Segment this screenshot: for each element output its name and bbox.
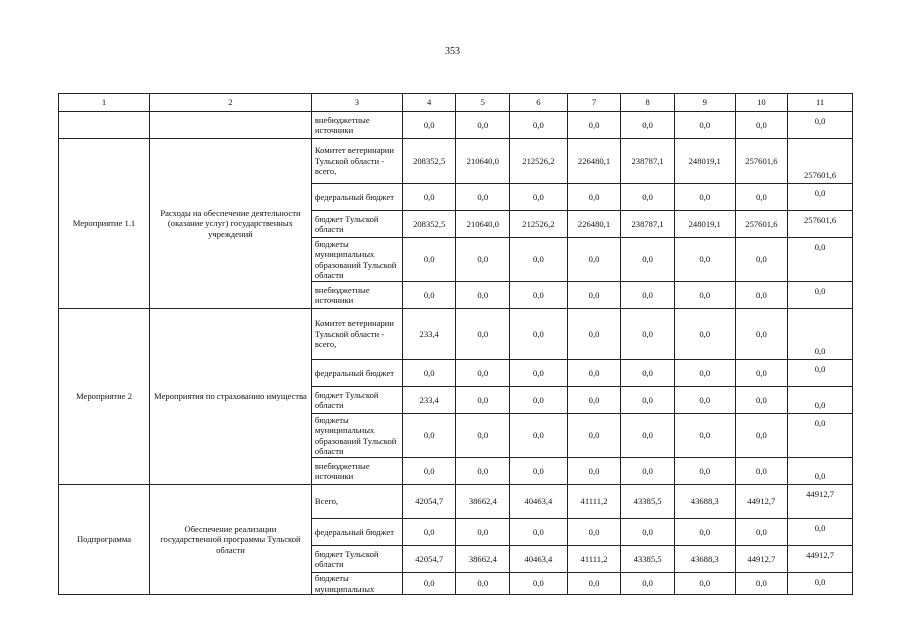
value-cell: 226480,1 bbox=[567, 211, 621, 238]
value-cell: 0,0 bbox=[788, 309, 853, 360]
funding-source-cell: бюджет Тульской области bbox=[311, 211, 402, 238]
column-header: 7 bbox=[567, 94, 621, 112]
funding-source-cell: федеральный бюджет bbox=[311, 360, 402, 387]
value-cell: 0,0 bbox=[735, 184, 788, 211]
value-cell: 0,0 bbox=[674, 573, 735, 595]
value-cell: 0,0 bbox=[456, 387, 510, 414]
value-cell: 0,0 bbox=[567, 458, 621, 485]
value-cell: 0,0 bbox=[735, 573, 788, 595]
measure-name-cell: Мероприятия по страхованию имущества bbox=[150, 309, 312, 485]
value-cell: 0,0 bbox=[402, 112, 456, 139]
value-cell: 0,0 bbox=[456, 458, 510, 485]
value-cell: 0,0 bbox=[510, 112, 568, 139]
value-cell: 0,0 bbox=[510, 573, 568, 595]
value-cell: 0,0 bbox=[456, 309, 510, 360]
value-cell: 0,0 bbox=[674, 184, 735, 211]
value-cell: 0,0 bbox=[788, 573, 853, 595]
value-cell: 40463,4 bbox=[510, 546, 568, 573]
measure-name-cell: Обеспечение реализации государственной программы Тульской области bbox=[150, 485, 312, 595]
value-cell: 0,0 bbox=[735, 458, 788, 485]
value-cell: 43688,3 bbox=[674, 546, 735, 573]
value-cell: 212526,2 bbox=[510, 211, 568, 238]
value-cell: 0,0 bbox=[621, 238, 675, 282]
value-cell: 0,0 bbox=[788, 519, 853, 546]
value-cell: 0,0 bbox=[674, 309, 735, 360]
value-cell: 208352,5 bbox=[402, 139, 456, 184]
page-number: 353 bbox=[445, 46, 460, 57]
column-header: 6 bbox=[510, 94, 568, 112]
funding-source-cell: Всего, bbox=[311, 485, 402, 519]
funding-source-cell: Комитет ветеринарии Тульской области - всего, bbox=[311, 309, 402, 360]
value-cell: 0,0 bbox=[567, 360, 621, 387]
value-cell: 44912,7 bbox=[788, 546, 853, 573]
value-cell: 0,0 bbox=[674, 238, 735, 282]
value-cell: 233,4 bbox=[402, 387, 456, 414]
value-cell: 44912,7 bbox=[735, 546, 788, 573]
value-cell: 226480,1 bbox=[567, 139, 621, 184]
value-cell: 0,0 bbox=[621, 184, 675, 211]
value-cell: 0,0 bbox=[567, 387, 621, 414]
value-cell: 0,0 bbox=[510, 184, 568, 211]
value-cell: 0,0 bbox=[674, 519, 735, 546]
budget-table bbox=[58, 93, 853, 595]
value-cell: 0,0 bbox=[510, 360, 568, 387]
table-body bbox=[59, 112, 853, 595]
value-cell: 208352,5 bbox=[402, 211, 456, 238]
value-cell: 0,0 bbox=[567, 573, 621, 595]
value-cell: 0,0 bbox=[735, 387, 788, 414]
column-header: 5 bbox=[456, 94, 510, 112]
funding-source-cell: бюджет Тульской области bbox=[311, 387, 402, 414]
measure-cell bbox=[59, 112, 150, 139]
value-cell: 210640,0 bbox=[456, 139, 510, 184]
value-cell: 0,0 bbox=[674, 112, 735, 139]
value-cell: 0,0 bbox=[788, 184, 853, 211]
value-cell: 0,0 bbox=[402, 360, 456, 387]
funding-source-cell: бюджеты муниципальных образований Тульской области bbox=[311, 414, 402, 458]
value-cell: 0,0 bbox=[456, 414, 510, 458]
value-cell: 40463,4 bbox=[510, 485, 568, 519]
table-row bbox=[59, 112, 853, 139]
value-cell: 212526,2 bbox=[510, 139, 568, 184]
value-cell: 257601,6 bbox=[788, 211, 853, 238]
measure-cell: Мероприятие 2 bbox=[59, 309, 150, 485]
funding-source-cell: федеральный бюджет bbox=[311, 519, 402, 546]
measure-cell: Подпрограмма bbox=[59, 485, 150, 595]
column-header: 4 bbox=[402, 94, 456, 112]
value-cell: 44912,7 bbox=[788, 485, 853, 519]
value-cell: 0,0 bbox=[567, 112, 621, 139]
value-cell: 0,0 bbox=[735, 360, 788, 387]
value-cell: 0,0 bbox=[567, 414, 621, 458]
value-cell: 0,0 bbox=[735, 282, 788, 309]
value-cell: 38662,4 bbox=[456, 546, 510, 573]
value-cell: 0,0 bbox=[402, 282, 456, 309]
value-cell: 42054,7 bbox=[402, 546, 456, 573]
funding-source-cell: бюджет Тульской области bbox=[311, 546, 402, 573]
value-cell: 41111,2 bbox=[567, 546, 621, 573]
value-cell: 0,0 bbox=[567, 238, 621, 282]
value-cell: 0,0 bbox=[735, 112, 788, 139]
value-cell: 257601,6 bbox=[788, 139, 853, 184]
funding-source-cell: внебюджетные источники bbox=[311, 282, 402, 309]
value-cell: 0,0 bbox=[621, 573, 675, 595]
value-cell: 0,0 bbox=[510, 519, 568, 546]
value-cell: 0,0 bbox=[402, 458, 456, 485]
value-cell: 0,0 bbox=[456, 282, 510, 309]
value-cell: 0,0 bbox=[788, 112, 853, 139]
table-row bbox=[59, 309, 853, 360]
table-row bbox=[59, 485, 853, 519]
value-cell: 41111,2 bbox=[567, 485, 621, 519]
value-cell: 238787,1 bbox=[621, 211, 675, 238]
value-cell: 38662,4 bbox=[456, 485, 510, 519]
value-cell: 238787,1 bbox=[621, 139, 675, 184]
value-cell: 257601,6 bbox=[735, 139, 788, 184]
header-row bbox=[59, 94, 853, 112]
value-cell: 0,0 bbox=[402, 184, 456, 211]
value-cell: 0,0 bbox=[402, 414, 456, 458]
value-cell: 248019,1 bbox=[674, 211, 735, 238]
column-header: 11 bbox=[788, 94, 853, 112]
value-cell: 248019,1 bbox=[674, 139, 735, 184]
value-cell: 0,0 bbox=[456, 360, 510, 387]
value-cell: 0,0 bbox=[674, 414, 735, 458]
value-cell: 0,0 bbox=[788, 387, 853, 414]
value-cell: 0,0 bbox=[621, 112, 675, 139]
value-cell: 0,0 bbox=[402, 519, 456, 546]
measure-cell: Мероприятие 1.1 bbox=[59, 139, 150, 309]
value-cell: 0,0 bbox=[510, 309, 568, 360]
funding-source-cell: Комитет ветеринарии Тульской области - всего, bbox=[311, 139, 402, 184]
value-cell: 0,0 bbox=[621, 519, 675, 546]
value-cell: 0,0 bbox=[567, 184, 621, 211]
value-cell: 0,0 bbox=[788, 458, 853, 485]
value-cell: 0,0 bbox=[456, 519, 510, 546]
value-cell: 0,0 bbox=[735, 238, 788, 282]
value-cell: 0,0 bbox=[788, 360, 853, 387]
value-cell: 43688,3 bbox=[674, 485, 735, 519]
value-cell: 0,0 bbox=[567, 282, 621, 309]
measure-name-cell bbox=[150, 112, 312, 139]
value-cell: 257601,6 bbox=[735, 211, 788, 238]
column-header: 10 bbox=[735, 94, 788, 112]
column-header: 8 bbox=[621, 94, 675, 112]
value-cell: 0,0 bbox=[621, 282, 675, 309]
value-cell: 44912,7 bbox=[735, 485, 788, 519]
column-header: 3 bbox=[311, 94, 402, 112]
value-cell: 0,0 bbox=[567, 309, 621, 360]
funding-source-cell: федеральный бюджет bbox=[311, 184, 402, 211]
value-cell: 0,0 bbox=[456, 112, 510, 139]
value-cell: 42054,7 bbox=[402, 485, 456, 519]
value-cell: 0,0 bbox=[510, 282, 568, 309]
column-header: 1 bbox=[59, 94, 150, 112]
value-cell: 0,0 bbox=[510, 458, 568, 485]
value-cell: 0,0 bbox=[621, 387, 675, 414]
value-cell: 0,0 bbox=[735, 414, 788, 458]
value-cell: 0,0 bbox=[674, 387, 735, 414]
funding-source-cell: внебюджетные источники bbox=[311, 458, 402, 485]
value-cell: 0,0 bbox=[735, 519, 788, 546]
measure-name-cell: Расходы на обеспечение деятельности (оказание услуг) государственных учреждений bbox=[150, 139, 312, 309]
table-row bbox=[59, 139, 853, 184]
value-cell: 0,0 bbox=[674, 282, 735, 309]
value-cell: 0,0 bbox=[402, 238, 456, 282]
funding-source-cell: бюджеты муниципальных образований Тульской области bbox=[311, 238, 402, 282]
value-cell: 0,0 bbox=[788, 414, 853, 458]
value-cell: 0,0 bbox=[788, 238, 853, 282]
value-cell: 0,0 bbox=[510, 414, 568, 458]
value-cell: 0,0 bbox=[735, 309, 788, 360]
value-cell: 0,0 bbox=[788, 282, 853, 309]
value-cell: 0,0 bbox=[456, 184, 510, 211]
value-cell: 0,0 bbox=[674, 360, 735, 387]
value-cell: 0,0 bbox=[567, 519, 621, 546]
value-cell: 43385,5 bbox=[621, 546, 675, 573]
value-cell: 43385,5 bbox=[621, 485, 675, 519]
funding-source-cell: внебюджетные источники bbox=[311, 112, 402, 139]
value-cell: 0,0 bbox=[456, 573, 510, 595]
value-cell: 0,0 bbox=[510, 238, 568, 282]
value-cell: 210640,0 bbox=[456, 211, 510, 238]
value-cell: 0,0 bbox=[456, 238, 510, 282]
value-cell: 0,0 bbox=[402, 573, 456, 595]
value-cell: 0,0 bbox=[621, 414, 675, 458]
value-cell: 0,0 bbox=[674, 458, 735, 485]
value-cell: 0,0 bbox=[621, 360, 675, 387]
value-cell: 233,4 bbox=[402, 309, 456, 360]
funding-source-cell: бюджеты муниципальных bbox=[311, 573, 402, 595]
column-header: 2 bbox=[150, 94, 312, 112]
value-cell: 0,0 bbox=[621, 309, 675, 360]
value-cell: 0,0 bbox=[510, 387, 568, 414]
value-cell: 0,0 bbox=[621, 458, 675, 485]
column-header: 9 bbox=[674, 94, 735, 112]
